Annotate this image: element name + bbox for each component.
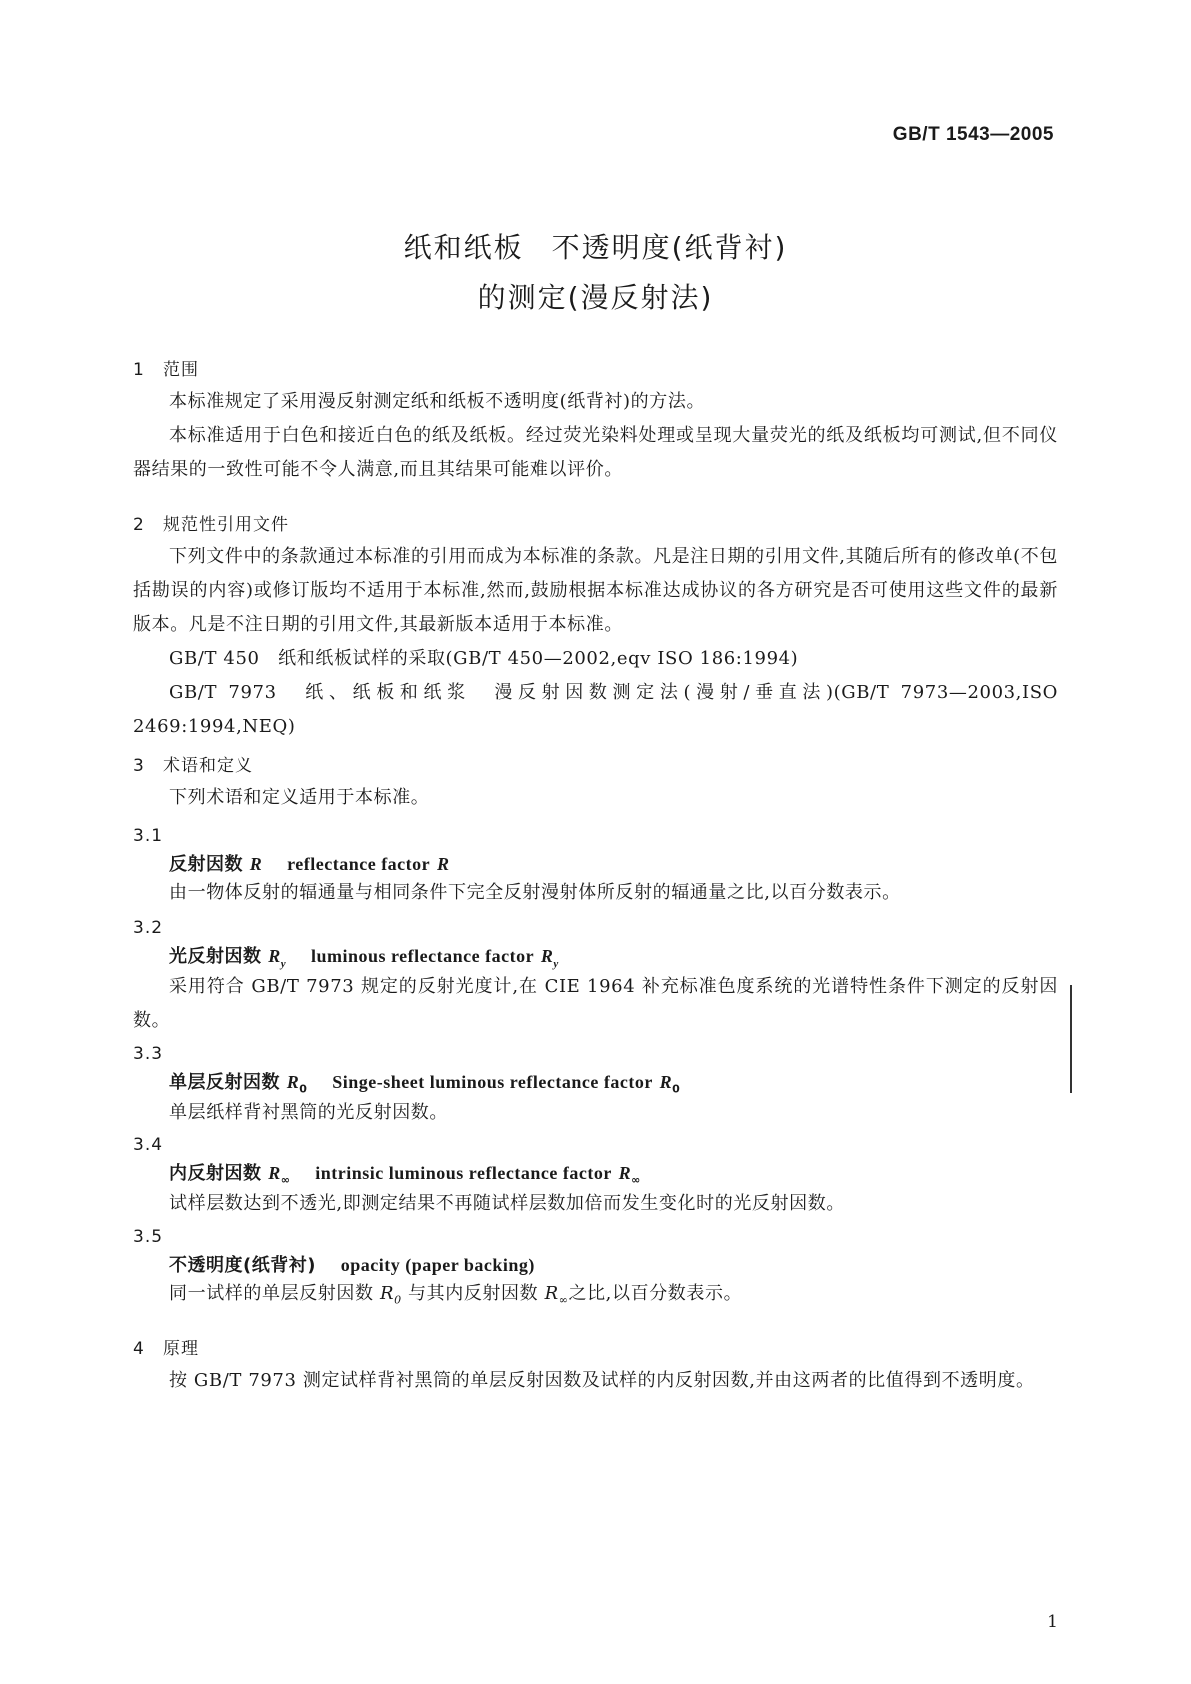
title-part-b: 不透明度(纸背衬)	[551, 231, 788, 264]
term-3-2-definition: 采用符合 GB/T 7973 规定的反射光度计,在 CIE 1964 补充标准色度系统的光谱特性条件下测定的反射因数。	[133, 975, 1058, 1031]
section-4-body	[133, 1364, 1058, 1398]
normative-reference-1: GB/T 450 纸和纸板试样的采取(GB/T 450—2002,eqv ISO 186:1994)	[169, 648, 799, 669]
section-1-body	[133, 385, 1058, 487]
clause-3-1-number: 3.1	[133, 826, 164, 846]
term-3-2-title: 光反射因数 $R_y$ luminous reflectance factor $R_y$	[169, 946, 559, 970]
page-number: 1	[1047, 1612, 1058, 1632]
term-3-3	[133, 1068, 1058, 1130]
clause-3-4-number: 3.4	[133, 1135, 164, 1155]
section-2-body	[133, 540, 1058, 744]
section-3-body	[133, 781, 1058, 815]
term-3-3-definition: 单层纸样背衬黑筒的光反射因数。	[169, 1101, 448, 1123]
title-part-a: 纸和纸板	[403, 231, 524, 264]
revision-change-bar	[1070, 985, 1072, 1093]
term-3-5	[133, 1251, 1058, 1318]
section-3-intro: 下列术语和定义适用于本标准。	[169, 787, 430, 808]
document-title	[0, 223, 1191, 323]
term-3-4-definition: 试样层数达到不透光,即测定结果不再随试样层数加倍而发生变化时的光反射因数。	[169, 1192, 845, 1214]
term-3-1	[133, 850, 1058, 910]
term-3-4-title: 内反射因数 $R_\infty$ intrinsic luminous reflectance factor $R_\infty$	[169, 1163, 641, 1187]
section-1-heading: 1 范围	[133, 360, 199, 380]
clause-3-5-number: 3.5	[133, 1227, 164, 1247]
term-3-2	[133, 942, 1058, 1038]
symbol-r-infinity: $R_\infty$	[544, 1283, 569, 1307]
term-3-4	[133, 1159, 1058, 1221]
section-2-heading: 2 规范性引用文件	[133, 515, 289, 535]
section-4-paragraph-1: 按 GB/T 7973 测定试样背衬黑筒的单层反射因数及试样的内反射因数,并由这两者的比值得到不透明度。	[169, 1370, 1035, 1391]
section-2-paragraph-1: 下列文件中的条款通过本标准的引用而成为本标准的条款。凡是注日期的引用文件,其随后所有的修改单(不包括勘误的内容)或修订版均不适用于本标准,然而,鼓励根据本标准达成协议的各方研究是否可使用这些文件的最新版本。凡是不注日期的引用文件,其最新版本适用于本标准。	[133, 546, 1058, 635]
clause-3-3-number: 3.3	[133, 1044, 164, 1064]
title-line-1	[0, 223, 1191, 273]
term-3-1-definition: 由一物体反射的辐通量与相同条件下完全反射漫射体所反射的辐通量之比,以百分数表示。	[169, 882, 901, 903]
standard-code: GB/T 1543—2005	[892, 124, 1054, 145]
clause-3-2-number: 3.2	[133, 918, 164, 938]
term-3-5-title: 不透明度(纸背衬) opacity (paper backing)	[169, 1255, 535, 1276]
section-1-paragraph-2: 本标准适用于白色和接近白色的纸及纸板。经过荧光染料处理或呈现大量荧光的纸及纸板均可测试,但不同仪器结果的一致性可能不令人满意,而且其结果可能难以评价。	[133, 425, 1058, 480]
term-3-3-title: 单层反射因数 $R_0$ Singe-sheet luminous reflectance factor $R_0$	[169, 1072, 681, 1096]
term-3-5-definition: 同一试样的单层反射因数 $R_0$ 与其内反射因数 $R_\infty$之比,以百分数表示。	[169, 1283, 743, 1307]
section-1-paragraph-1: 本标准规定了采用漫反射测定纸和纸板不透明度(纸背衬)的方法。	[169, 391, 706, 412]
normative-reference-2: GB/T 7973 纸、纸板和纸浆 漫反射因数测定法(漫射/垂直法)(GB/T 7973—2003,ISO 2469:1994,NEQ)	[133, 682, 1058, 737]
section-3-heading: 3 术语和定义	[133, 756, 253, 776]
section-4-heading: 4 原理	[133, 1339, 199, 1359]
title-line-2: 的测定(漫反射法)	[477, 281, 714, 314]
symbol-r0: $R_0$	[379, 1283, 402, 1307]
term-3-1-title: 反射因数 R reflectance factor R	[169, 854, 450, 875]
